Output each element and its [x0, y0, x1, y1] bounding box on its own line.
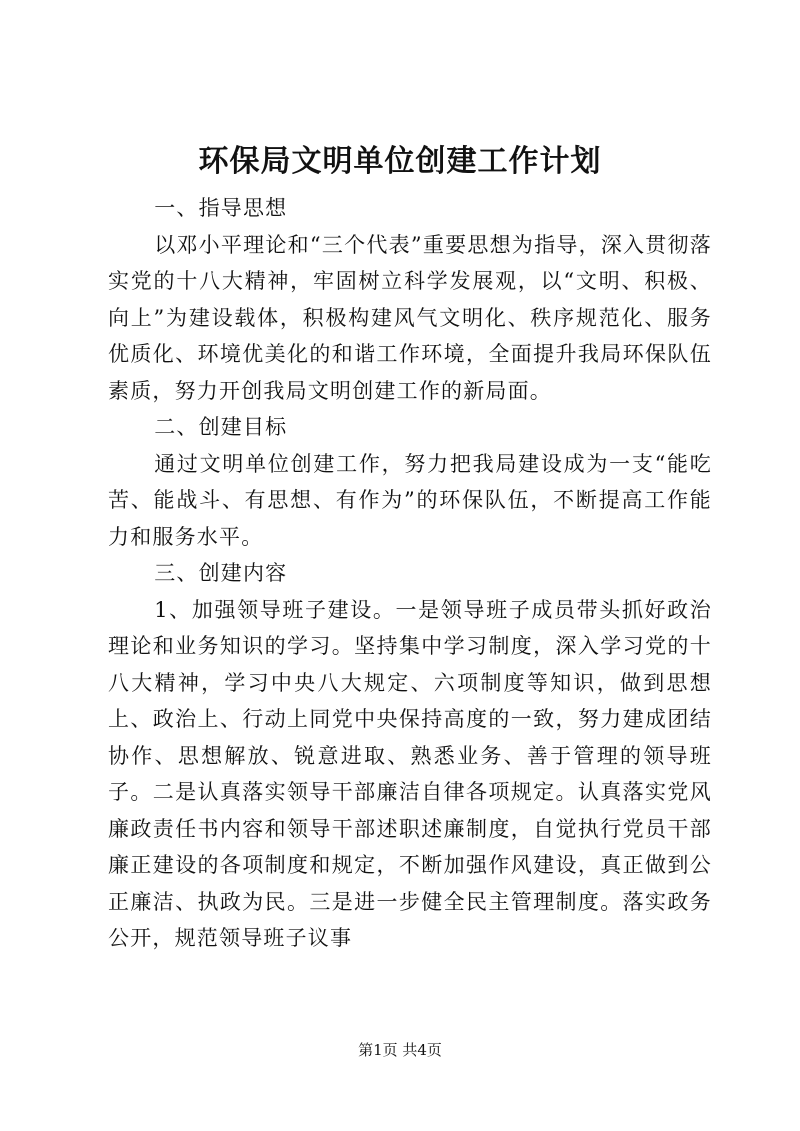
- section-heading-guiding-thought: 一、指导思想: [154, 196, 288, 220]
- document-title: 环保局文明单位创建工作计划: [198, 144, 602, 179]
- section-heading-content: 三、创建内容: [154, 561, 288, 585]
- paragraph-leadership: 1、加强领导班子建设。一是领导班子成员带头抓好政治理论和业务知识的学习。坚持集中学习制度，深入学习党的十八大精神，学习中央八大规定、六项制度等知识，做到思想上、政治上、行动上同党中央保持高度的一致，努力建成团结协作、思想解放、锐意进取、熟悉业务、善于管理的领导班子。二是认真落实领导干部廉洁自律各项规定。认真落实党风廉政责任书内容和领导干部述职述廉制度，自觉执行党员干部廉正建设的各项制度和规定，不断加强作风建设，真正做到公正廉洁、执政为民。三是进一步健全民主管理制度。落实政务公开，规范领导班子议事: [108, 597, 712, 950]
- page-number-footer: 第1页 共4页: [358, 1041, 442, 1059]
- section-heading-goals: 二、创建目标: [154, 415, 288, 439]
- document-body: [108, 190, 712, 957]
- paragraph-guiding-thought: 以邓小平理论和“三个代表”重要思想为指导，深入贯彻落实党的十八大精神，牢固树立科学发展观，以“文明、积极、向上”为建设载体，积极构建风气文明化、秩序规范化、服务优质化、环境优美化的和谐工作环境，全面提升我局环保队伍素质，努力开创我局文明创建工作的新局面。: [108, 232, 712, 403]
- paragraph-goals: 通过文明单位创建工作，努力把我局建设成为一支“能吃苦、能战斗、有思想、有作为”的环保队伍，不断提高工作能力和服务水平。: [108, 451, 712, 549]
